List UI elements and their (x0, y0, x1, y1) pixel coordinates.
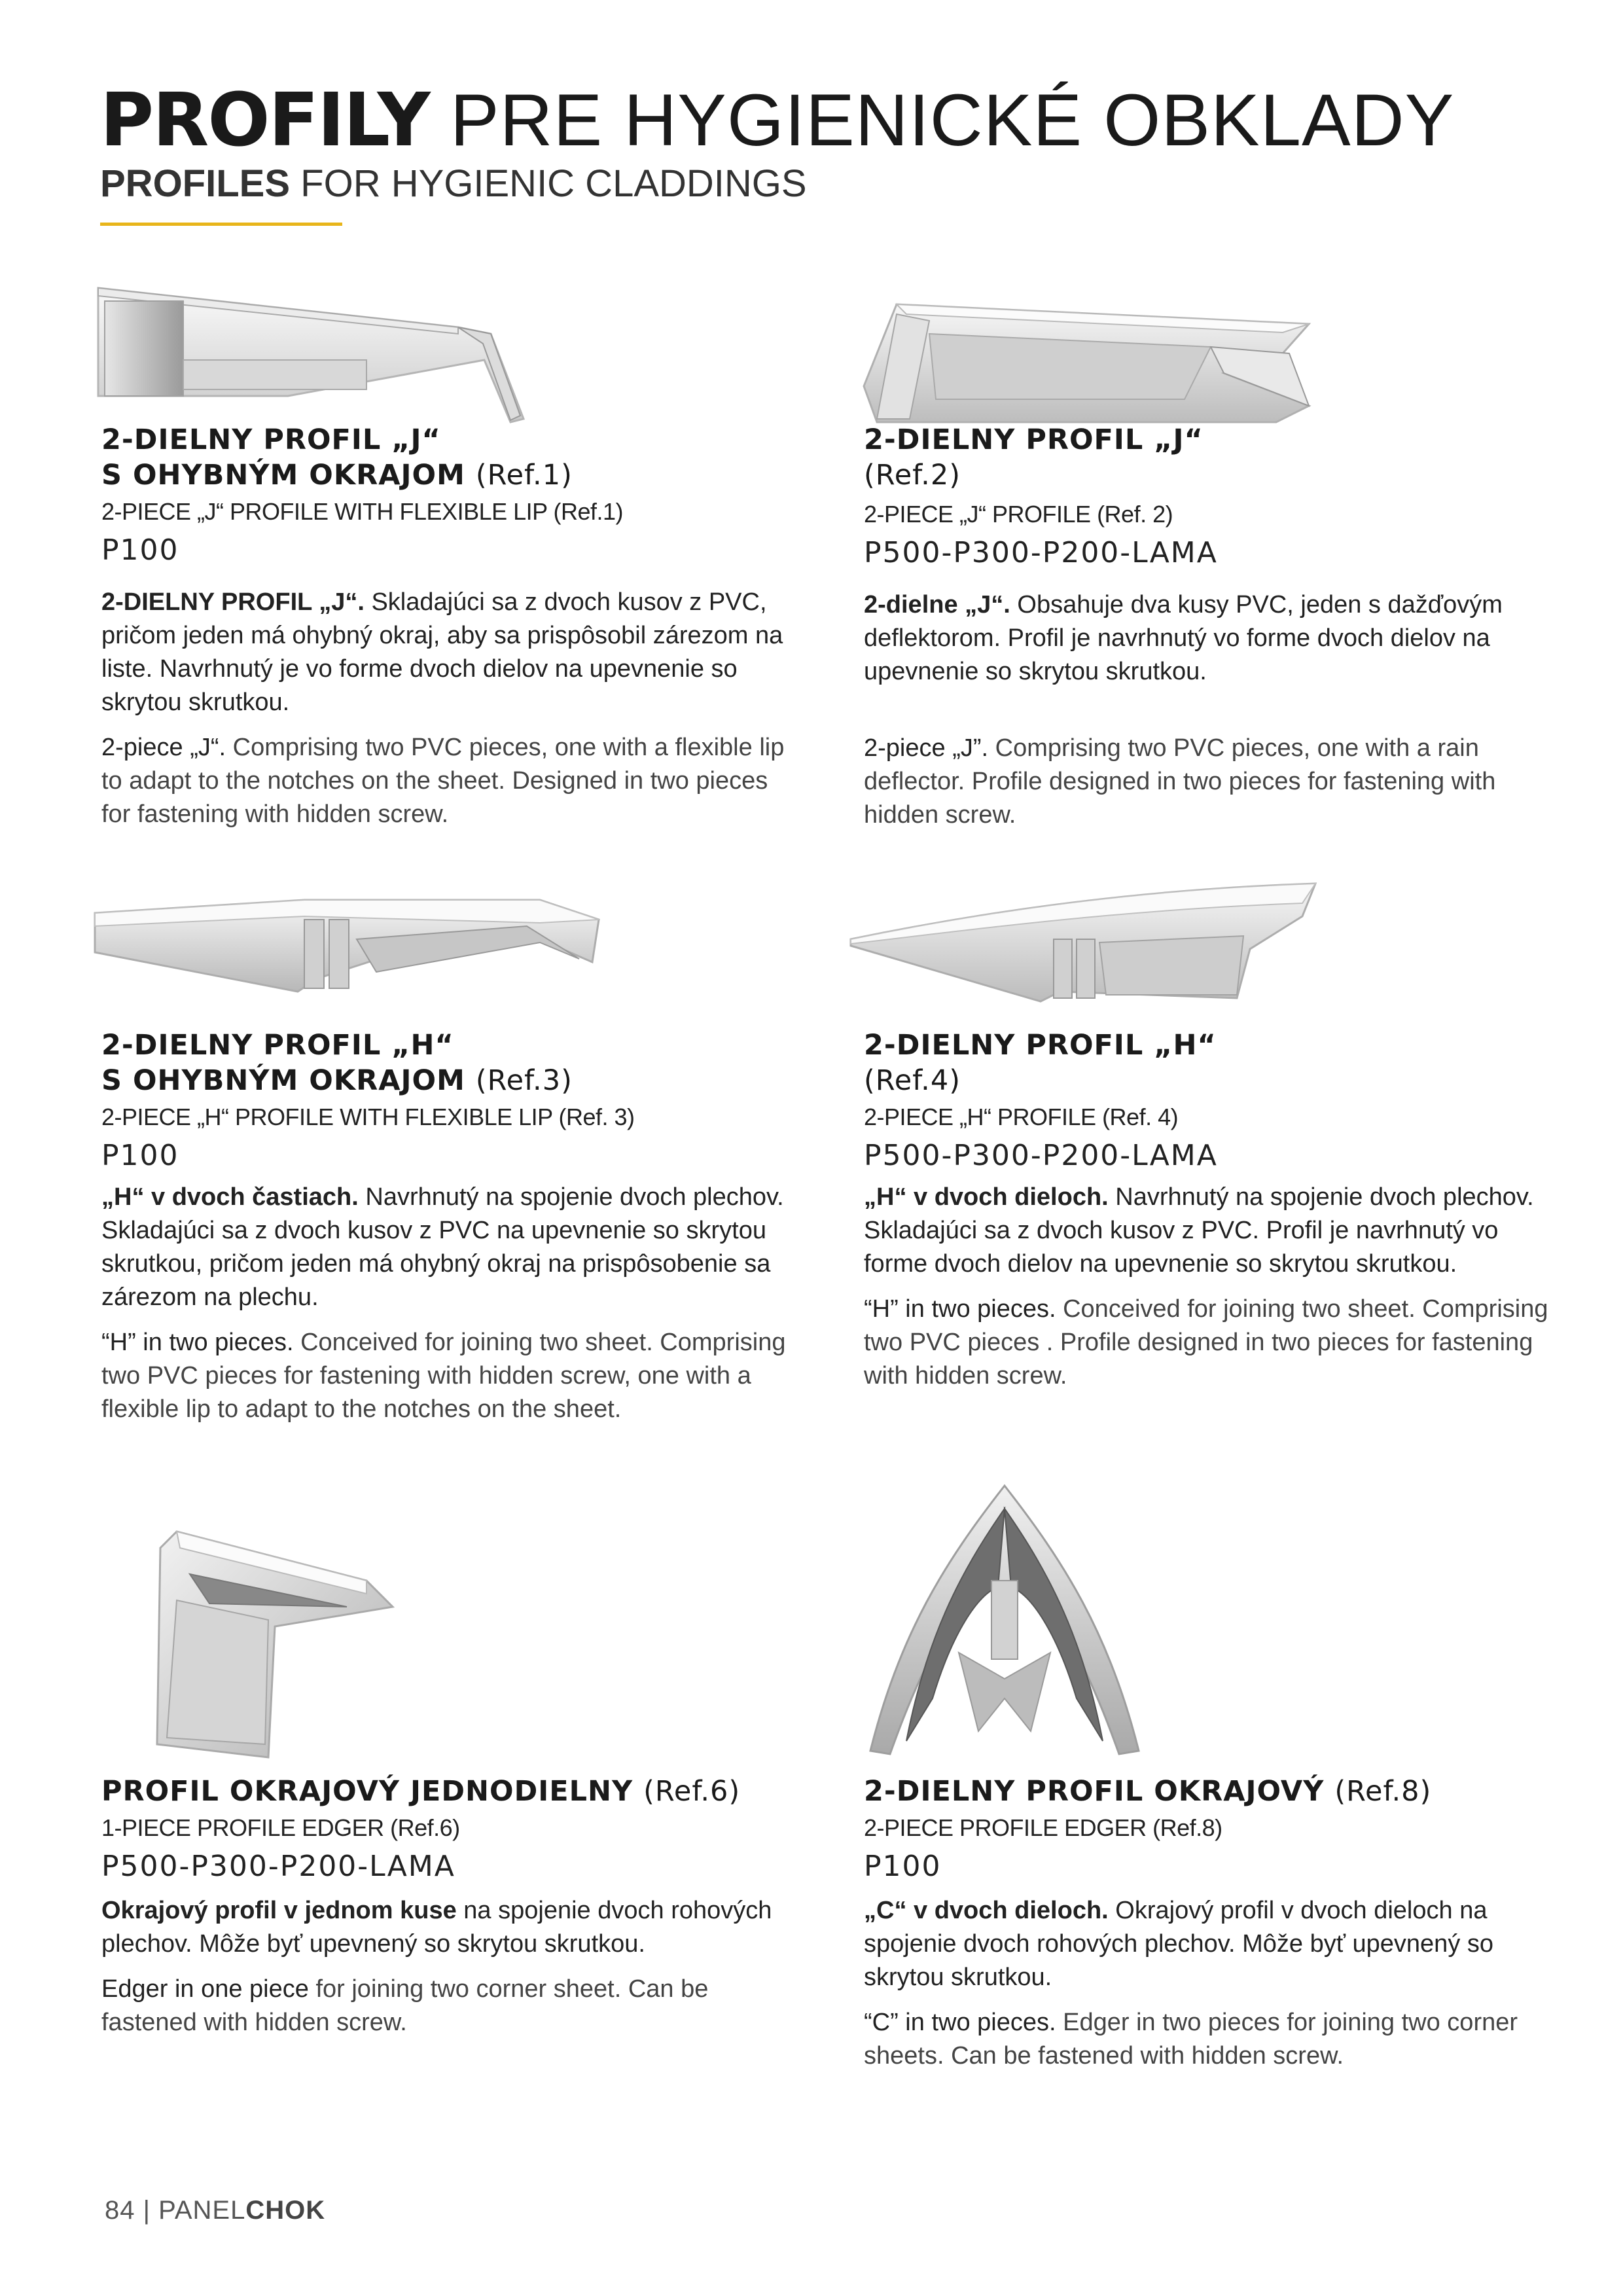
product-ref-8 (864, 1774, 1558, 2073)
brand-bold: CHOK (245, 2196, 326, 2225)
product-sk-text: Navrhnutý na spojenie dvoch plechov. Skladajúci sa z dvoch kusov z PVC. Profil je navrhnutý vo forme dvoch dielov na upevnenie so skrytou skrutkou. (864, 1183, 1534, 1278)
product-title (864, 1774, 1558, 1809)
profile-h-flexible-lip-image (82, 887, 605, 1005)
product-ref: (Ref.6) (643, 1775, 741, 1808)
brand-light: PANEL (158, 2196, 246, 2225)
page-title-rest: PRE HYGIENICKÉ OBKLADY (450, 79, 1455, 161)
product-ref: (Ref.8) (1334, 1775, 1432, 1808)
product-en-title: 2-PIECE PROFILE EDGER (Ref.8) (864, 1814, 1222, 1841)
product-codes: P500-P300-P200-LAMA (864, 1139, 1218, 1172)
product-ref: (Ref.2) (864, 459, 961, 492)
product-sk-description (864, 1894, 1558, 1994)
product-sk-text: Skladajúci sa z dvoch kusov z PVC, pričom jeden má ohybný okraj, aby sa prispôsobil zárezom na liste. Navrhnutý je vo forme dvoch dielov na upevnenie so skrytou skrutkou. (101, 588, 783, 716)
product-en-description (101, 1326, 795, 1426)
profile-edger-one-piece-image (151, 1528, 399, 1764)
product-ref-2 (864, 422, 1558, 832)
profile-j-flexible-lip-image (92, 281, 537, 439)
product-title-line1: 2-DIELNY PROFIL „J“ (101, 423, 441, 456)
product-sk-text: Okrajový profil v dvoch dieloch na spojenie dvoch rohových plechov. Môže byť upevnený so skrytou skrutkou. (864, 1897, 1494, 1991)
title-underline-accent (100, 223, 342, 226)
product-en-description (864, 2006, 1558, 2073)
product-ref-4 (864, 1028, 1558, 1393)
product-en-lead: “H” in two pieces. (101, 1329, 294, 1356)
product-en-description (101, 1973, 795, 2039)
product-en-text: Conceived for joining two sheet. Comprising two PVC pieces . Profile designed in two pieces for fastening with hidden screw. (864, 1295, 1548, 1390)
product-sk-text: Obsahuje dva kusy PVC, jeden s dažďovým deflektorom. Profil je navrhnutý vo forme dvoch dielov na upevnenie so skrytou skrutkou. (864, 591, 1503, 685)
product-codes: P500-P300-P200-LAMA (864, 536, 1218, 569)
product-en-lead: “C” in two pieces. (864, 2009, 1056, 2036)
product-title-line2: S OHYBNÝM OKRAJOM (101, 459, 465, 492)
product-en-text: for joining two corner sheet. Can be fastened with hidden screw. (101, 1975, 709, 2036)
product-en-description (101, 731, 795, 831)
product-en-text: Comprising two PVC pieces, one with a rain deflector. Profile designed in two pieces for fastening with hidden screw. (864, 734, 1496, 829)
page-footer (105, 2196, 325, 2225)
product-en-lead: 2-piece „J“. (101, 734, 226, 761)
product-sk-description (101, 1894, 795, 1961)
product-ref: (Ref.1) (475, 459, 573, 492)
product-en-lead: Edger in one piece (101, 1975, 309, 2003)
product-title (101, 1774, 795, 1809)
product-sk-description (864, 588, 1558, 689)
product-ref-1 (101, 422, 795, 831)
product-title-line2: S OHYBNÝM OKRAJOM (101, 1064, 465, 1097)
page-title (100, 78, 1455, 163)
product-sk-lead: „H“ v dvoch dieloch. (864, 1183, 1109, 1211)
product-en-text: Comprising two PVC pieces, one with a flexible lip to adapt to the notches on the sheet. Designed in two pieces for fastening with hidden screw. (101, 734, 785, 828)
product-codes: P100 (864, 1850, 942, 1883)
product-en-lead: “H” in two pieces. (864, 1295, 1056, 1323)
product-en-description (864, 1293, 1558, 1393)
footer-separator: | (143, 2196, 151, 2225)
product-ref: (Ref.3) (475, 1064, 573, 1097)
product-sk-description (101, 586, 795, 719)
product-en-title: 1-PIECE PROFILE EDGER (Ref.6) (101, 1814, 460, 1841)
product-ref: (Ref.4) (864, 1064, 961, 1097)
product-sk-description (864, 1181, 1558, 1281)
product-sk-text: Navrhnutý na spojenie dvoch plechov. Skladajúci sa z dvoch kusov z PVC na upevnenie so skrytou skrutkou, pričom jeden má ohybný okraj na prispôsobenie sa zárezom na plechu. (101, 1183, 784, 1311)
product-codes: P500-P300-P200-LAMA (101, 1850, 455, 1883)
product-title-line1: PROFIL OKRAJOVÝ JEDNODIELNY (101, 1775, 633, 1808)
product-title (864, 422, 1558, 493)
product-sk-lead: „C“ v dvoch dieloch. (864, 1897, 1109, 1924)
product-title (864, 1028, 1558, 1098)
product-en-title: 2-PIECE „J“ PROFILE WITH FLEXIBLE LIP (Ref.1) (101, 498, 624, 525)
product-title-line1: 2-DIELNY PROFIL „J“ (864, 423, 1204, 456)
page-subtitle-bold: PROFILES (100, 162, 291, 205)
brand-name (158, 2196, 325, 2225)
product-codes: P100 (101, 533, 179, 567)
product-en-title: 2-PIECE „H“ PROFILE (Ref. 4) (864, 1103, 1179, 1130)
product-title (101, 1028, 795, 1098)
product-sk-description (101, 1181, 795, 1314)
page-subtitle (100, 162, 807, 205)
product-en-description (864, 732, 1558, 832)
page-subtitle-rest: FOR HYGIENIC CLADDINGS (300, 162, 807, 205)
product-ref-6 (101, 1774, 795, 2039)
product-title (101, 422, 795, 493)
page-title-bold: PROFILY (100, 78, 429, 163)
profile-h-image (844, 877, 1329, 1008)
page-number: 84 (105, 2196, 135, 2225)
product-sk-lead: „H“ v dvoch častiach. (101, 1183, 359, 1211)
product-codes: P100 (101, 1139, 179, 1172)
profile-j-rain-deflector-image (857, 295, 1315, 435)
product-sk-lead: Okrajový profil v jednom kuse (101, 1897, 457, 1924)
product-en-lead: 2-piece „J”. (864, 734, 989, 762)
product-sk-lead: 2-DIELNY PROFIL „J“. (101, 588, 365, 616)
product-ref-3 (101, 1028, 795, 1426)
product-en-title: 2-PIECE „J“ PROFILE (Ref. 2) (864, 501, 1173, 528)
product-en-text: Edger in two pieces for joining two corner sheets. Can be fastened with hidden screw. (864, 2009, 1518, 2070)
product-en-text: Conceived for joining two sheet. Comprising two PVC pieces for fastening with hidden screw, one with a flexible lip to adapt to the notches on the sheet. (101, 1329, 786, 1423)
product-sk-text: na spojenie dvoch rohových plechov. Môže byť upevnený so skrytou skrutkou. (101, 1897, 772, 1958)
product-title-line1: 2-DIELNY PROFIL „H“ (864, 1029, 1217, 1062)
product-title-line1: 2-DIELNY PROFIL „H“ (101, 1029, 454, 1062)
product-en-title: 2-PIECE „H“ PROFILE WITH FLEXIBLE LIP (Ref. 3) (101, 1103, 635, 1130)
profile-edger-two-piece-image (861, 1482, 1149, 1757)
product-title-line1: 2-DIELNY PROFIL OKRAJOVÝ (864, 1775, 1325, 1808)
product-sk-lead: 2-dielne „J“. (864, 591, 1010, 619)
